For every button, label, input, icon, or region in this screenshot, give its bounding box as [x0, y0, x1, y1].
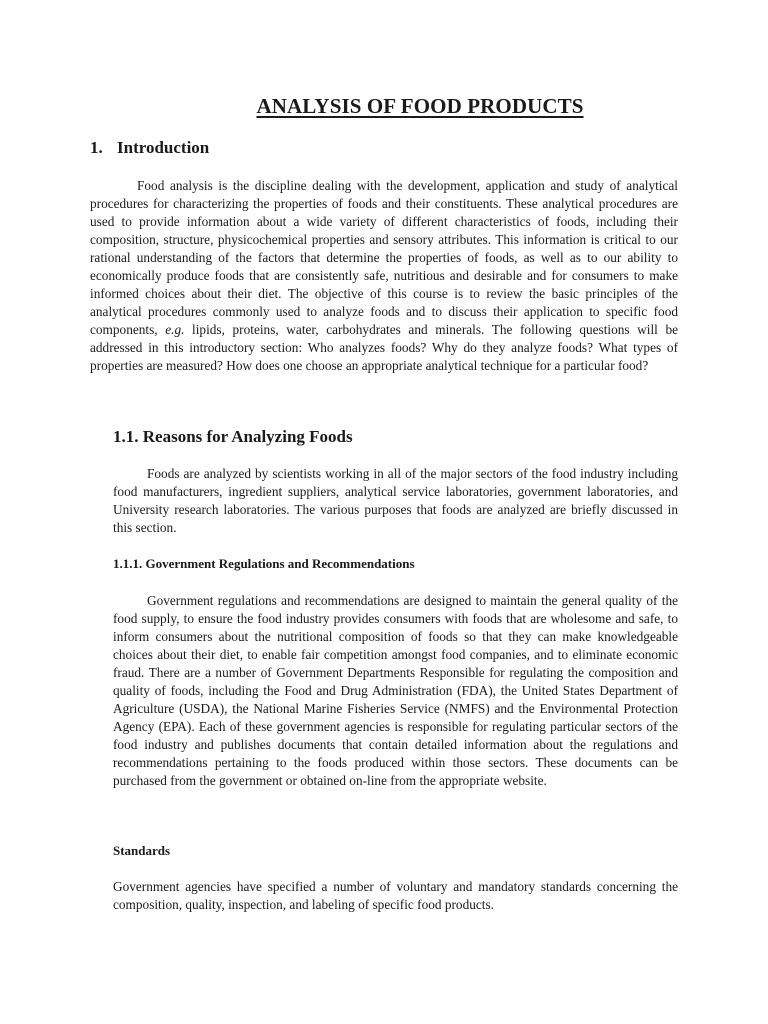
section-number: 1.: [90, 138, 103, 157]
document-title: ANALYSIS OF FOOD PRODUCTS: [256, 94, 584, 118]
standards-paragraph: Government agencies have specified a number of voluntary and mandatory standards concerning the composition, quality, inspection, and labeling of specific food products.: [113, 879, 678, 912]
section-heading-text: Introduction: [117, 138, 210, 157]
introduction-italic-eg: e.g.: [165, 322, 185, 337]
introduction-text-part1: Food analysis is the discipline dealing with the development, application and study of analytical procedures for characterizing the properties of foods and their constituents. These analytical procedures are used to provide information about a wide variety of different characteristics of foods, including their composition, structure, physicochemical properties and sensory attributes. This information is critical to our rational understanding of the factors that determine the properties of foods, as well as to our ability to economically produce foods that are consistently safe, nutritious and desirable and for consumers to make informed choices about their diet. The objective of this course is to review the basic principles of the analytical procedures commonly used to analyze foods and to discuss their application to specific food components,: [90, 178, 678, 337]
subsubsection-heading-government: 1.1.1. Government Regulations and Recommendations: [113, 556, 415, 571]
reasons-paragraph: Foods are analyzed by scientists working in all of the major sectors of the food industry including food manufacturers, ingredient suppliers, analytical service laboratories, government laboratories, and University research laboratories. The various purposes that foods are analyzed are briefly discussed in this section.: [113, 466, 678, 535]
introduction-text-part2: lipids, proteins, water, carbohydrates and minerals. The following questions will be addressed in this introductory section: Who analyzes foods? Why do they analyze foods? What types of properties are measured? How does one choose an appropriate analytical technique for a particular food?: [90, 322, 679, 373]
government-paragraph: Government regulations and recommendations are designed to maintain the general quality of the food supply, to ensure the food industry provides consumers with foods that are wholesome and safe, to inform consumers about the nutritional composition of foods so that they can make knowledgeable choices about their diet, to enable fair competition amongst food companies, and to eliminate economic fraud. There are a number of Government Departments Responsible for regulating the composition and quality of foods, including the Food and Drug Administration (FDA), the United States Department of Agriculture (USDA), the National Marine Fisheries Service (NMFS) and the Environmental Protection Agency (EPA). Each of these government agencies is responsible for regulating particular sectors of the food industry and publishes documents that contain detailed information about the regulations and recommendations pertaining to the foods produced within those sectors. These documents can be purchased from the government or obtained on-line from the appropriate website.: [113, 593, 678, 788]
section-heading-introduction: [90, 138, 209, 158]
standards-heading: Standards: [113, 843, 171, 858]
introduction-paragraph: [90, 177, 678, 375]
subsection-heading-reasons: 1.1. Reasons for Analyzing Foods: [113, 427, 353, 446]
